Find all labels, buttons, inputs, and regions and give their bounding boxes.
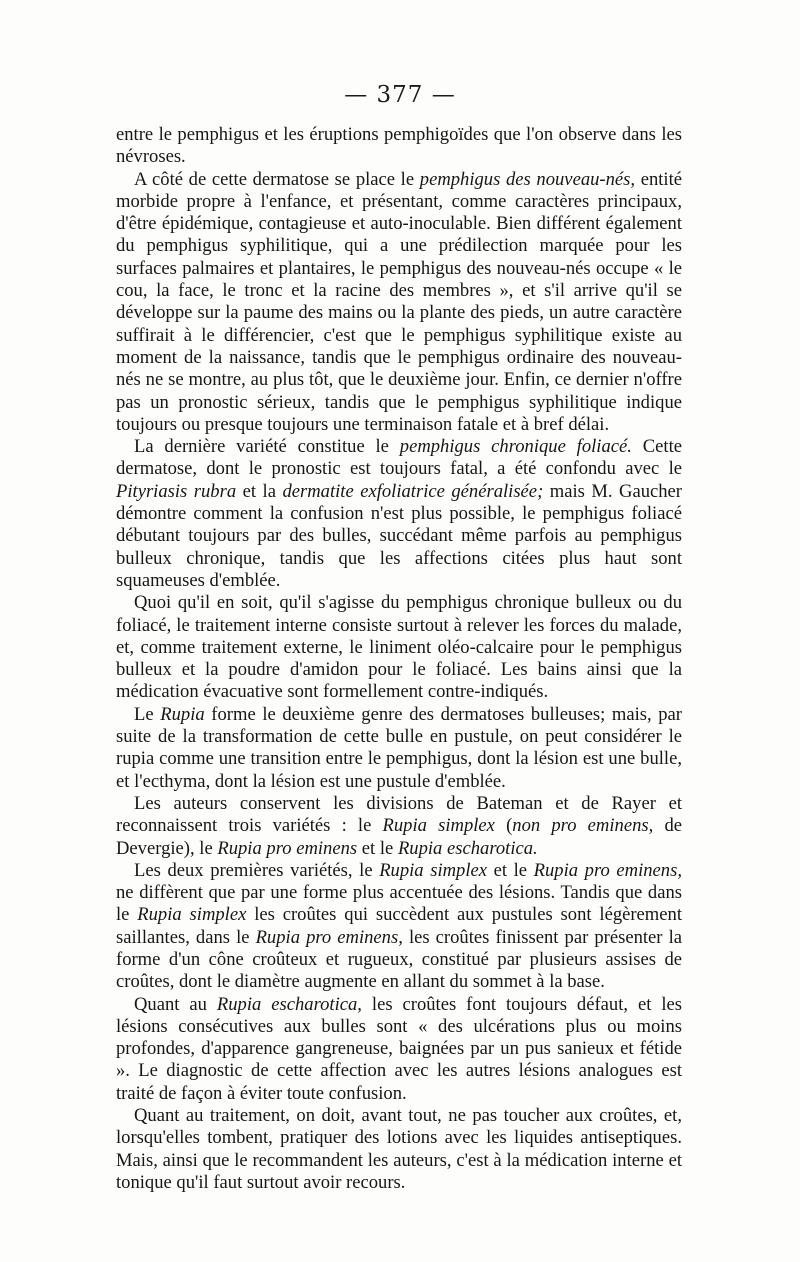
paragraph-8 — [116, 994, 682, 1105]
italic-term: dermatite exfoliatrice généralisée; — [282, 480, 544, 502]
italic-term: Rupia pro eminens, — [533, 859, 682, 881]
italic-term: Rupia escharotica. — [397, 837, 538, 859]
italic-term: Rupia simplex — [137, 904, 247, 926]
paragraph-text: et la — [236, 480, 283, 502]
paragraph-2 — [116, 169, 682, 437]
paragraph-4 — [116, 592, 682, 703]
paragraph-text: A côté de cette dermatose se place le — [134, 168, 420, 190]
italic-term: Rupia escharotica, — [216, 993, 362, 1015]
paragraph-text: Quant au traitement, on doit, avant tout, ne pas toucher aux croûtes, et, lorsqu'elles tombent, pratiquer des lotions avec les liquides antiseptiques. Mais, ainsi que le recommandent les auteurs, c'est à la médication interne et tonique qu'il faut surtout avoir recours. — [116, 1105, 682, 1193]
italic-term: pemphigus chronique foliacé. — [399, 436, 632, 458]
paragraph-text: les croûtes font toujours défaut, et les lésions consécutives aux bulles sont « des ulcérations plus ou moins profondes, d'apparence gangreneuse, baignées par un pus sanieux et fétide ». Le diagnostic de cette affection avec les autres lésions analogues est traité de façon à éviter toute confusion. — [116, 993, 683, 1104]
italic-term: Rupia simplex — [379, 859, 488, 881]
paragraph-6 — [116, 793, 682, 860]
paragraph-text: ( — [494, 815, 513, 837]
paragraph-7 — [116, 860, 682, 994]
italic-term: Rupia pro eminens — [217, 837, 358, 859]
paragraph-9 — [116, 1105, 682, 1194]
italic-term: Rupia pro eminens, — [255, 926, 403, 948]
paragraph-text: Le — [134, 703, 161, 725]
paragraph-text: ne diffèrent que par une forme plus accentuée des lésions. Tandis que dans le — [116, 882, 682, 926]
paragraph-5 — [116, 704, 682, 793]
paragraph-3 — [116, 436, 682, 592]
paragraph-text: Quant au — [134, 993, 217, 1015]
italic-term: Pityriasis rubra — [116, 480, 237, 502]
italic-term: pemphigus des nouveau-nés, — [419, 168, 636, 190]
paragraph-text: forme le deuxième genre des dermatoses bulleuses; mais, par suite de la transformation de cette bulle en pustule, on peut considérer le rupia comme une transition entre le pemphigus, dont la lésion est une bulle, et l'ecthyma, dont la lésion est une pustule d'emblée. — [116, 703, 682, 792]
paragraph-text: et le — [357, 837, 398, 859]
page-number: — 377 — — [344, 82, 456, 108]
paragraph-text: entité morbide propre à l'enfance, et présentant, comme caractères principaux, d'être épidémique, contagieuse et auto-inoculable. Bien différent également du pemphigus syphilitique, qui a une prédilection marquée pour les surfaces palmaires et plantaires, le pemphigus des nouveau-nés occupe « le cou, la face, le tronc et la racine des membres », et s'il arrive qu'il se développe sur la paume des mains ou la plante des pieds, un autre caractère suffirait à le différencier, c'est que le pemphigus syphilitique existe au moment de la naissance, tandis que le pemphigus ordinaire des nouveau-nés ne se montre, au plus tôt, que le deuxième jour. Enfin, ce dernier n'offre pas un pronostic sérieux, tandis que le pemphigus syphilitique indique toujours ou presque toujours une terminaison fatale et à bref délai. — [116, 168, 682, 435]
italic-term: Rupia — [160, 703, 205, 725]
body-text — [116, 124, 682, 1194]
paragraph-text: Les deux premières variétés, le — [134, 859, 380, 881]
italic-term: Rupia simplex — [382, 815, 495, 837]
paragraph-text: de Devergie), le — [116, 815, 682, 859]
paragraph-text: Cette dermatose, dont le pronostic est toujours fatal, a été confondu avec le — [116, 436, 683, 480]
paragraph-text: La dernière variété constitue le — [134, 436, 400, 458]
paragraph-1 — [116, 124, 682, 169]
paragraph-text: mais M. Gaucher démontre comment la confusion n'est plus possible, le pemphigus foliacé débutant toujours par des bulles, succédant même parfois au pemphigus bulleux chronique, tandis que les affections citées plus haut sont squameuses d'emblée. — [116, 480, 682, 591]
paragraph-text: Les auteurs conservent les divisions de Bateman et de Rayer et reconnaissent trois variétés : le — [116, 792, 682, 837]
paragraph-text: les croûtes qui succèdent aux pustules sont légèrement saillantes, dans le — [116, 904, 682, 948]
italic-term: non pro eminens, — [512, 815, 654, 837]
paragraph-text: les croûtes finissent par présenter la forme d'un cône croûteux et rugueux, constitué par plusieurs assises de croûtes, dont le diamètre augmente en allant du sommet à la base. — [116, 926, 682, 993]
paragraph-text: et le — [487, 859, 534, 881]
paragraph-text: Quoi qu'il en soit, qu'il s'agisse du pemphigus chronique bulleux ou du foliacé, le traitement interne consiste surtout à relever les forces du malade, et, comme traitement externe, le liniment oléo-calcaire pour le pemphigus bulleux et la poudre d'amidon pour le foliacé. Les bains ainsi que la médication évacuative sont formellement contre-indiqués. — [116, 592, 682, 703]
paragraph-text: entre le pemphigus et les éruptions pemphigoïdes que l'on observe dans les névroses. — [116, 124, 682, 168]
